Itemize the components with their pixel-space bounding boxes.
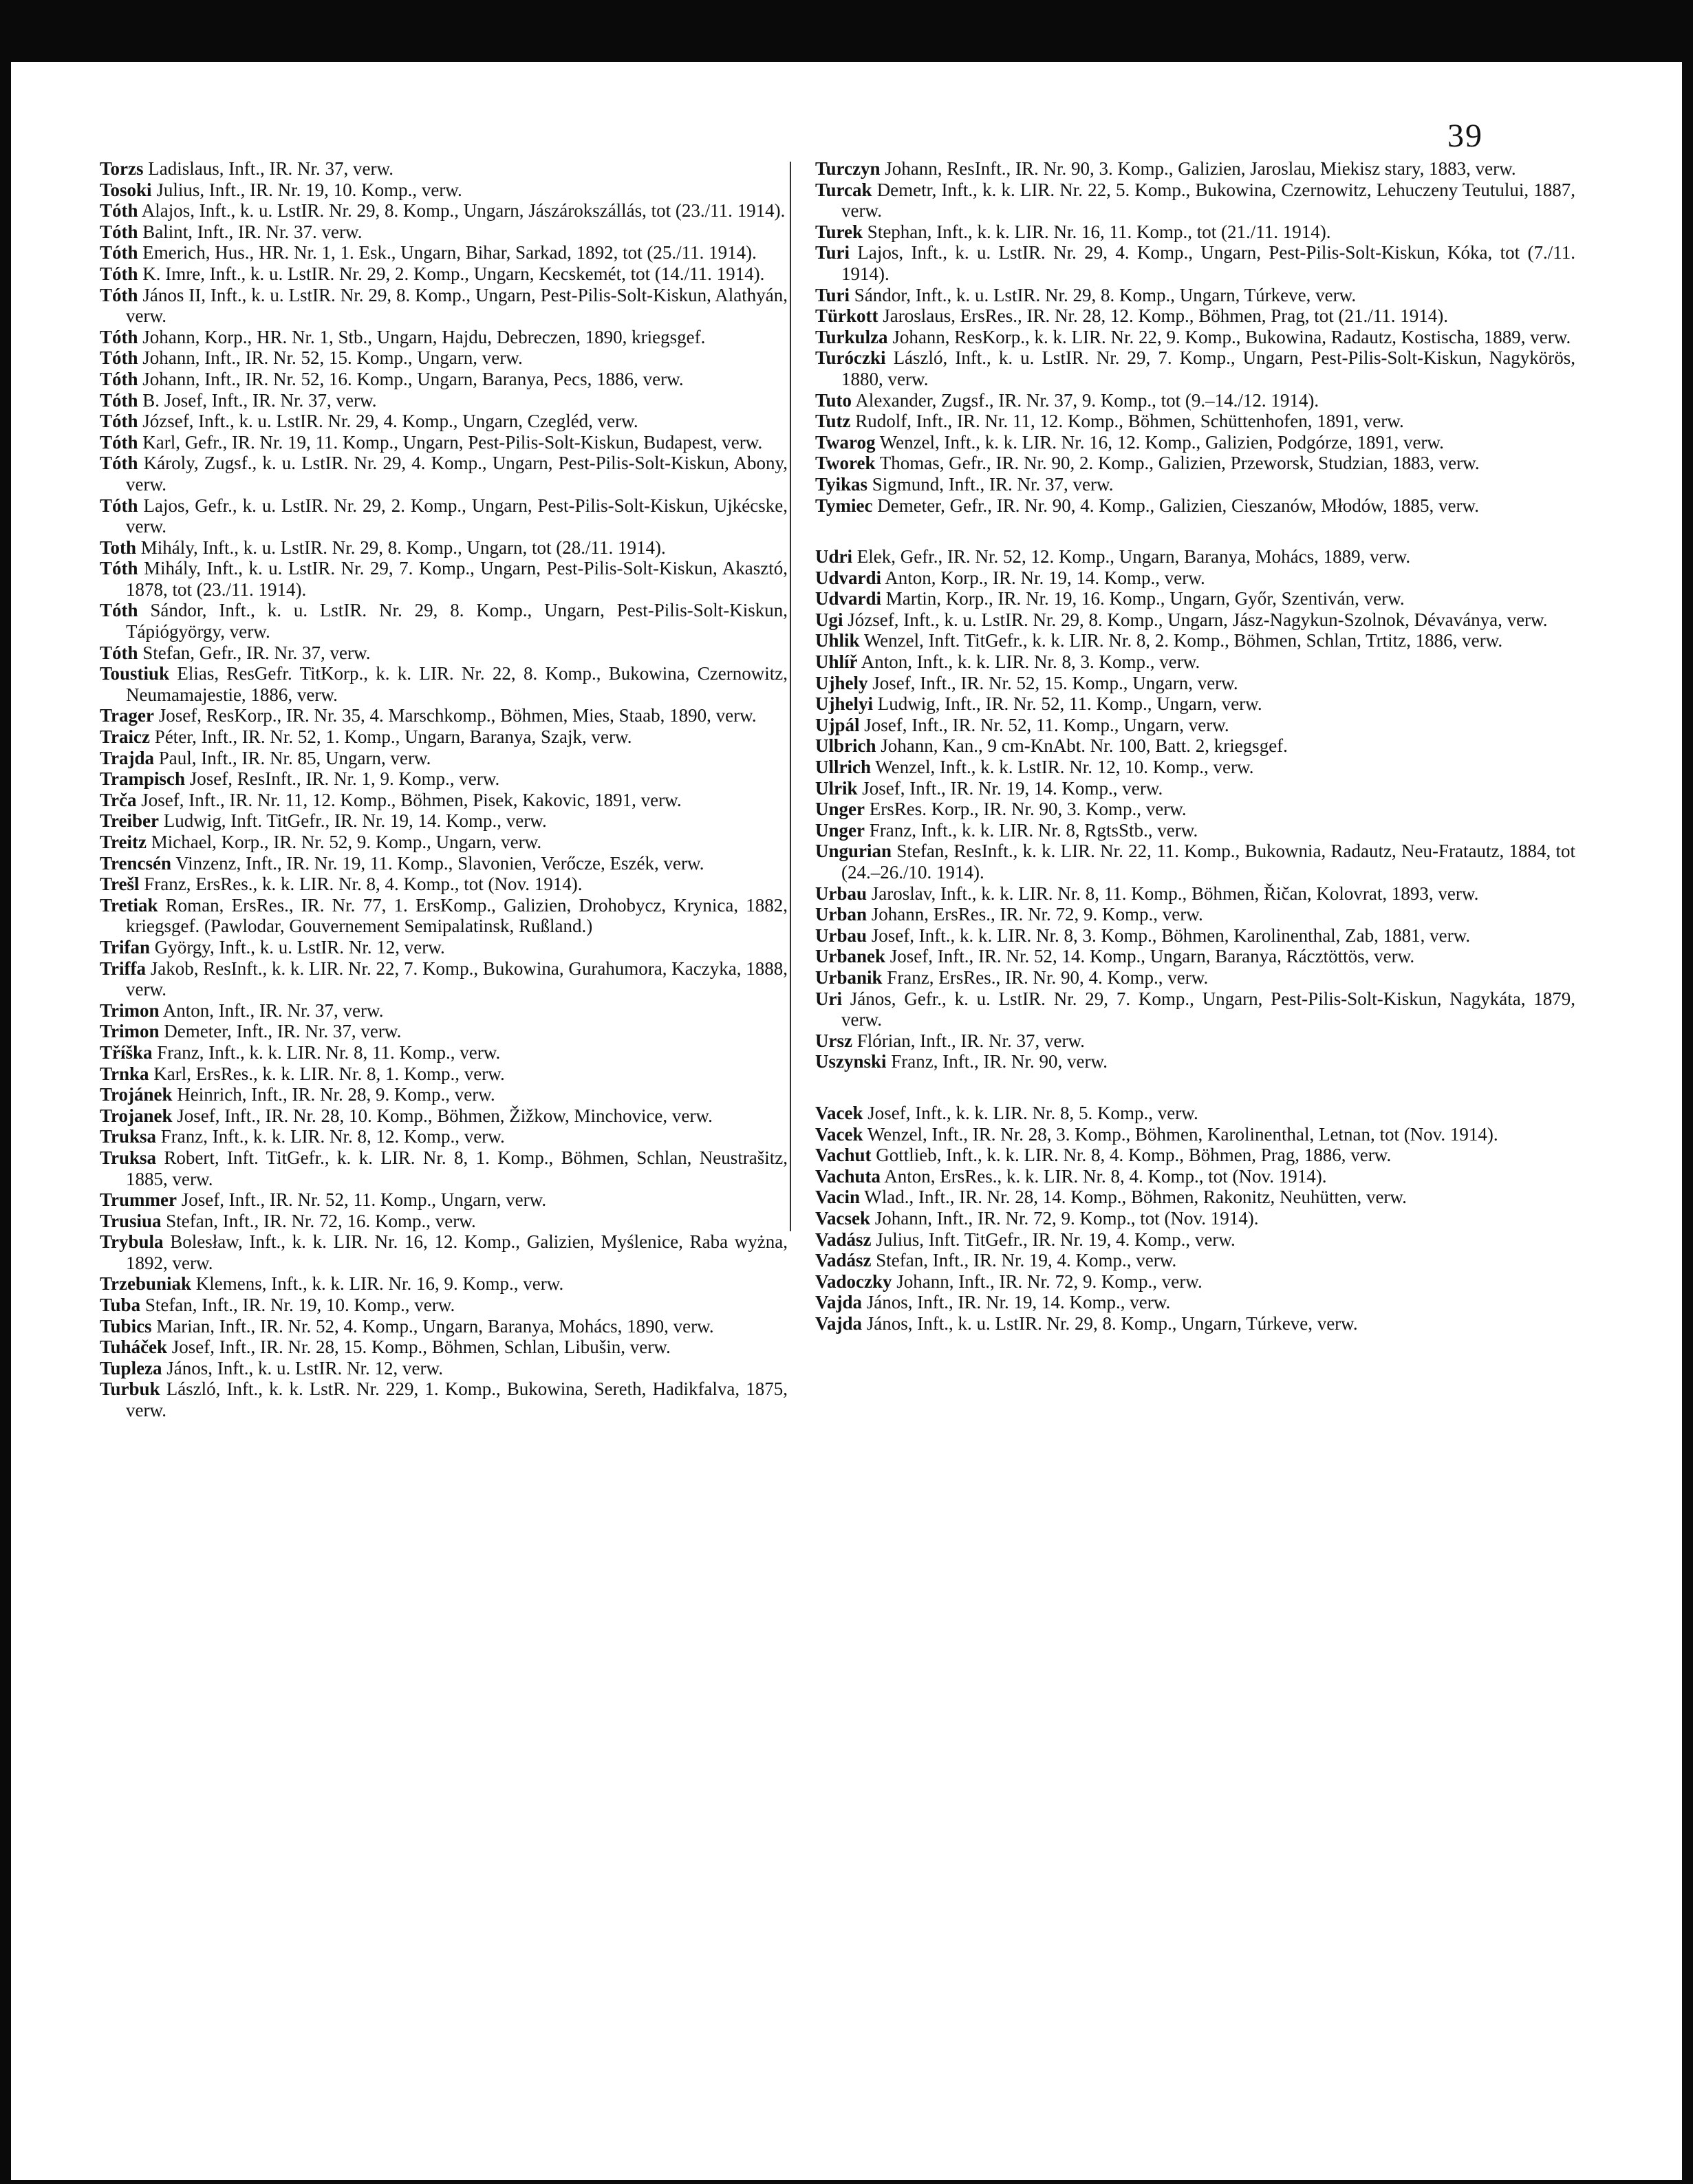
entry-details: Roman, ErsRes., IR. Nr. 77, 1. ErsKomp., Galizien, Drohobycz, Krynica, 1882, kriegsgef. (Pawlodar, Gouvernement Semipalatinsk, Rußland.) [126,894,788,937]
list-item [100,642,788,664]
entry-details: Stefan, Inft., IR. Nr. 19, 10. Komp., verw. [144,1295,455,1316]
entry-surname: Udvardi [815,588,882,609]
list-item [815,1103,1575,1124]
entry-surname: Turczyn [815,158,881,179]
list-item [100,1211,788,1232]
entry-surname: Trojanek [100,1105,173,1126]
list-item [815,453,1575,474]
entry-surname: Turcak [815,179,872,200]
entry-details: Heinrich, Inft., IR. Nr. 28, 9. Komp., verw. [177,1084,495,1105]
list-item [815,1030,1575,1052]
entry-surname: Trnka [100,1063,149,1084]
list-item [100,390,788,411]
entry-details: Stefan, Gefr., IR. Nr. 37, verw. [142,642,371,663]
list-item [100,558,788,600]
entry-details: Wenzel, Inft., k. k. LIR. Nr. 16, 12. Komp., Galizien, Podgórze, 1891, verw. [879,431,1444,453]
entry-surname: Vacin [815,1187,861,1208]
entry-surname: Vacek [815,1123,863,1145]
entry-surname: Trča [100,789,137,810]
entry-details: Wenzel, Inft., k. k. LstIR. Nr. 12, 10. Komp., verw. [875,757,1254,778]
entry-surname: Traicz [100,726,150,748]
entry-surname: Vadoczky [815,1271,892,1292]
list-item [100,663,788,705]
list-item [100,180,788,201]
entry-details: Josef, Inft., IR. Nr. 52, 15. Komp., Ungarn, verw. [872,672,1238,693]
entry-details: Johann, Inft., IR. Nr. 72, 9. Komp., tot (Nov. 1914). [874,1207,1259,1229]
list-item [100,1063,788,1085]
entry-surname: Vachut [815,1145,872,1166]
entry-details: Alajos, Inft., k. u. LstIR. Nr. 29, 8. Komp., Ungarn, Jászárokszállás, tot (23./11. 1914). [141,200,786,221]
entry-surname: Ujpál [815,714,860,735]
entry-details: Josef, Inft., IR. Nr. 52, 11. Komp., Ungarn, verw. [181,1189,547,1211]
list-item [815,799,1575,820]
entry-surname: Toth [100,537,137,558]
list-item [815,715,1575,736]
list-item [100,537,788,559]
entry-details: Julius, Inft. TitGefr., IR. Nr. 19, 4. Komp., verw. [876,1229,1236,1250]
entry-details: Jaroslaus, ErsRes., IR. Nr. 28, 12. Komp., Böhmen, Prag, tot (21./11. 1914). [883,305,1448,327]
list-item [100,1147,788,1189]
entry-details: János, Inft., k. u. LstIR. Nr. 12, verw. [166,1357,444,1378]
entry-surname: Tóth [100,411,138,432]
list-item [815,841,1575,883]
list-item [815,904,1575,925]
list-item [100,158,788,180]
list-item [815,158,1575,180]
list-item [100,705,788,726]
entry-surname: Trummer [100,1189,177,1211]
list-item [100,1084,788,1105]
list-item [815,285,1575,306]
entry-surname: Tóth [100,495,138,516]
list-item [100,432,788,453]
entry-details: Johann, Inft., IR. Nr. 72, 9. Komp., verw. [896,1271,1203,1292]
entry-surname: Tyikas [815,473,868,495]
entry-details: Josef, Inft., IR. Nr. 52, 11. Komp., Ungarn, verw. [864,714,1229,735]
entry-surname: Ursz [815,1030,852,1051]
list-item [100,1105,788,1127]
list-item [815,1292,1575,1313]
list-item [100,263,788,285]
entry-details: Wlad., Inft., IR. Nr. 28, 14. Komp., Böhmen, Rakonitz, Neuhütten, verw. [864,1187,1407,1208]
entry-surname: Ulrik [815,777,858,799]
entry-surname: Udvardi [815,567,882,588]
entry-surname: Tóth [100,347,138,369]
entry-surname: Treiber [100,810,159,832]
list-item [815,988,1575,1030]
list-item [815,495,1575,517]
list-item [815,588,1575,609]
list-item [100,495,788,537]
entry-surname: Ullrich [815,757,871,778]
entry-details: Stefan, Inft., IR. Nr. 19, 4. Komp., verw. [876,1250,1177,1271]
list-item [815,1124,1575,1145]
entry-details: Ludwig, Inft. TitGefr., IR. Nr. 19, 14. Komp., verw. [163,810,547,832]
list-item [100,726,788,748]
entry-details: Demetr, Inft., k. k. LIR. Nr. 22, 5. Komp., Bukowina, Czernowitz, Lehuczeny Teutului, 1887, verw. [841,179,1576,221]
list-item [100,853,788,874]
entry-details: János, Inft., IR. Nr. 19, 14. Komp., verw. [866,1292,1171,1313]
entry-details: Julius, Inft., IR. Nr. 19, 10. Komp., verw. [156,179,462,200]
entry-surname: Trencsén [100,852,171,874]
scan-border-bottom [0,2180,1693,2184]
entry-details: Stephan, Inft., k. k. LIR. Nr. 16, 11. Komp., tot (21./11. 1914). [867,221,1331,242]
entry-details: János II, Inft., k. u. LstIR. Nr. 29, 8. Komp., Ungarn, Pest-Pilis-Solt-Kiskun, Alathyán, verw. [126,284,788,327]
entry-surname: Tóth [100,431,138,453]
entry-surname: Urbau [815,883,867,904]
entry-surname: Trajda [100,747,154,768]
entry-surname: Trzebuniak [100,1273,192,1295]
list-item [815,305,1575,327]
list-item [815,693,1575,715]
entry-details: Mihály, Inft., k. u. LstIR. Nr. 29, 7. Komp., Ungarn, Pest-Pilis-Solt-Kiskun, Akasztó, 1878, tot (23./11. 1914). [126,558,788,600]
list-item [100,790,788,811]
list-item [100,958,788,1000]
column-divider [790,162,791,1231]
entry-details: Franz, ErsRes., IR. Nr. 90, 4. Komp., verw. [887,966,1209,988]
entry-surname: Vadász [815,1229,872,1250]
list-item [815,567,1575,589]
entry-surname: Uhlíř [815,651,858,673]
entry-surname: Truksa [100,1147,157,1168]
list-item [815,925,1575,947]
entry-surname: Trager [100,705,154,726]
entry-details: Jakob, ResInft., k. k. LIR. Nr. 22, 7. Komp., Bukowina, Gurahumora, Kaczyka, 1888, verw. [126,958,788,1000]
scan-border-left [0,0,11,2184]
entry-surname: Tutz [815,411,851,432]
entry-details: János, Gefr., k. u. LstIR. Nr. 29, 7. Komp., Ungarn, Pest-Pilis-Solt-Kiskun, Nagykáta, 1879, verw. [841,988,1576,1030]
entry-details: Rudolf, Inft., IR. Nr. 11, 12. Komp., Böhmen, Schüttenhofen, 1891, verw. [855,411,1404,432]
list-item [815,242,1575,284]
entry-details: Ladislaus, Inft., IR. Nr. 37, verw. [148,158,393,179]
entry-surname: Tworek [815,453,876,474]
entry-surname: Urban [815,904,867,925]
entry-details: K. Imre, Inft., k. u. LstIR. Nr. 29, 2. Komp., Ungarn, Kecskemét, tot (14./11. 1914). [142,263,765,284]
entry-surname: Tuto [815,389,852,411]
entry-details: Josef, Inft., IR. Nr. 52, 14. Komp., Ungarn, Baranya, Rácztöttös, verw. [889,946,1415,967]
entry-surname: Tymiec [815,495,873,516]
entry-surname: Tóth [100,284,138,305]
entry-details: Josef, Inft., IR. Nr. 19, 14. Komp., verw. [862,777,1163,799]
entry-details: ErsRes. Korp., IR. Nr. 90, 3. Komp., verw. [869,799,1187,820]
list-item [815,546,1575,567]
entry-surname: Tóth [100,600,138,621]
entry-details: Klemens, Inft., k. k. LIR. Nr. 16, 9. Komp., verw. [195,1273,564,1295]
list-item [815,347,1575,389]
list-item [815,327,1575,348]
entry-surname: Urbau [815,925,867,946]
entry-surname: Turi [815,284,850,305]
list-item [100,810,788,832]
entry-surname: Urbanik [815,966,883,988]
list-item [100,1000,788,1021]
entry-surname: Tretiak [100,894,158,916]
entry-surname: Uhlik [815,630,860,651]
entry-details: Johann, Inft., IR. Nr. 52, 15. Komp., Ungarn, verw. [142,347,523,369]
list-item [100,1231,788,1273]
list-item [815,432,1575,453]
list-item [100,1126,788,1147]
list-item [815,1313,1575,1334]
list-item [815,883,1575,905]
entry-surname: Tóth [100,389,138,411]
entry-details: Anton, Korp., IR. Nr. 19, 14. Komp., verw. [885,567,1205,588]
entry-surname: Urbanek [815,946,886,967]
entry-details: Vinzenz, Inft., IR. Nr. 19, 11. Komp., Slavonien, Verőcze, Eszék, verw. [175,852,704,874]
entry-details: Ludwig, Inft., IR. Nr. 52, 11. Komp., Ungarn, verw. [877,693,1262,715]
list-item [100,327,788,348]
list-item [100,221,788,243]
entry-details: Martin, Korp., IR. Nr. 19, 16. Komp., Ungarn, Győr, Szentiván, verw. [885,588,1405,609]
entry-surname: Tuba [100,1295,141,1316]
list-item [100,369,788,390]
entry-surname: Trybula [100,1231,164,1253]
entry-details: Franz, ErsRes., k. k. LIR. Nr. 8, 4. Komp., tot (Nov. 1914). [144,874,583,895]
entry-surname: Tóth [100,326,138,347]
left-column [100,158,788,1421]
entry-surname: Uszynski [815,1051,887,1072]
entry-surname: Unger [815,799,865,820]
entry-details: György, Inft., k. u. LstIR. Nr. 12, verw. [154,936,445,958]
entry-details: Flórian, Inft., IR. Nr. 37, verw. [856,1030,1085,1051]
entry-surname: Turkulza [815,326,888,347]
entry-details: Franz, Inft., k. k. LIR. Nr. 8, 12. Komp., verw. [160,1126,505,1147]
page-number: 39 [1447,118,1483,154]
entry-surname: Tóth [100,242,138,263]
list-item [815,651,1575,673]
entry-details: Stefan, Inft., IR. Nr. 72, 16. Komp., verw. [166,1210,476,1231]
list-item [100,1189,788,1211]
entry-surname: Trimon [100,1021,160,1042]
entry-details: Johann, Inft., IR. Nr. 52, 16. Komp., Ungarn, Baranya, Pecs, 1886, verw. [142,368,684,389]
entry-surname: Tóth [100,558,138,579]
entry-details: Johann, ResKorp., k. k. LIR. Nr. 22, 9. Komp., Bukowina, Radautz, Kostischa, 1889, verw. [892,326,1571,347]
entry-details: Mihály, Inft., k. u. LstIR. Nr. 29, 8. Komp., Ungarn, tot (28./11. 1914). [140,537,666,558]
list-item [815,735,1575,757]
entry-surname: Truksa [100,1126,157,1147]
entry-details: Lajos, Inft., k. u. LstIR. Nr. 29, 4. Komp., Ungarn, Pest-Pilis-Solt-Kiskun, Kóka, tot (7./11. 1914). [841,242,1575,284]
entry-surname: Twarog [815,431,876,453]
list-item [100,285,788,327]
list-item [815,820,1575,841]
entry-details: Robert, Inft. TitGefr., k. k. LIR. Nr. 8, 1. Komp., Böhmen, Schlan, Neustrašitz, 1885, verw. [126,1147,788,1189]
entry-surname: Tosoki [100,179,152,200]
list-item [815,1145,1575,1166]
entry-surname: Ulbrich [815,735,876,757]
entry-surname: Tóth [100,453,138,474]
list-item [815,1208,1575,1229]
entry-surname: Trimon [100,999,160,1021]
entry-details: Sándor, Inft., k. u. LstIR. Nr. 29, 8. Komp., Ungarn, Pest-Pilis-Solt-Kiskun, Tápiógyörgy, verw. [126,600,788,642]
list-item [815,180,1575,221]
entry-details: Marian, Inft., IR. Nr. 52, 4. Komp., Ungarn, Baranya, Mohács, 1890, verw. [156,1315,714,1337]
entry-details: Károly, Zugsf., k. u. LstIR. Nr. 29, 4. Komp., Ungarn, Pest-Pilis-Solt-Kiskun, Abony, verw. [126,453,788,495]
list-item [100,600,788,642]
entry-surname: Trampisch [100,768,186,790]
list-item [815,390,1575,411]
entry-details: József, Inft., k. u. LstIR. Nr. 29, 8. Komp., Ungarn, Jász-Nagykun-Szolnok, Dévaványa, verw. [848,609,1548,630]
list-item [100,1358,788,1379]
entry-details: Wenzel, Inft., IR. Nr. 28, 3. Komp., Böhmen, Karolinenthal, Letnan, tot (Nov. 1914). [867,1123,1498,1145]
entry-details: Sándor, Inft., k. u. LstIR. Nr. 29, 8. Komp., Ungarn, Túrkeve, verw. [854,284,1357,305]
list-item [815,1229,1575,1251]
entry-details: Johann, ErsRes., IR. Nr. 72, 9. Komp., verw. [871,904,1203,925]
list-item [100,768,788,790]
list-item [815,411,1575,432]
entry-details: Jaroslav, Inft., k. k. LIR. Nr. 8, 11. Komp., Böhmen, Řičan, Kolovrat, 1893, verw. [871,883,1479,904]
list-item [100,1273,788,1295]
entry-details: Josef, ResInft., IR. Nr. 1, 9. Komp., verw. [189,768,500,790]
entry-details: Balint, Inft., IR. Nr. 37. verw. [142,221,363,242]
entry-surname: Turóczki [815,347,886,369]
scan-border-top [0,0,1693,62]
entry-surname: Ugi [815,609,843,630]
list-item [815,1051,1575,1072]
entry-details: Josef, ResKorp., IR. Nr. 35, 4. Marschkomp., Böhmen, Mies, Staab, 1890, verw. [158,705,757,726]
entry-surname: Tubics [100,1315,152,1337]
list-item [100,1337,788,1358]
entry-surname: Vajda [815,1292,863,1313]
list-item [100,411,788,432]
entry-details: Josef, Inft., k. k. LIR. Nr. 8, 5. Komp., verw. [867,1102,1198,1123]
entry-details: Michael, Korp., IR. Nr. 52, 9. Komp., Ungarn, verw. [151,832,542,852]
entry-surname: Trešl [100,874,140,895]
entry-surname: Tóth [100,263,138,284]
entry-surname: Turi [815,242,850,263]
list-item [815,1166,1575,1187]
entry-surname: Unger [815,819,865,841]
entry-details: Demeter, Inft., IR. Nr. 37, verw. [164,1021,402,1042]
entry-details: Bolesław, Inft., k. k. LIR. Nr. 16, 12. Komp., Galizien, Myślenice, Raba wyżna, 1892, verw. [126,1231,788,1273]
entry-surname: Türkott [815,305,878,327]
entry-details: Karl, Gefr., IR. Nr. 19, 11. Komp., Ungarn, Pest-Pilis-Solt-Kiskun, Budapest, verw. [142,431,763,453]
entry-surname: Vachuta [815,1165,881,1187]
entry-surname: Udri [815,546,852,567]
entry-details: Johann, ResInft., IR. Nr. 90, 3. Komp., Galizien, Jaroslau, Miekisz stary, 1883, verw. [885,158,1516,179]
entry-surname: Treitz [100,832,147,852]
entry-details: Josef, Inft., IR. Nr. 28, 10. Komp., Böhmen, Žižkow, Minchovice, verw. [177,1105,713,1126]
entry-details: Karl, ErsRes., k. k. LIR. Nr. 8, 1. Komp., verw. [153,1063,505,1084]
entry-surname: Turek [815,221,863,242]
entry-details: Josef, Inft., IR. Nr. 11, 12. Komp., Böhmen, Pisek, Kakovic, 1891, verw. [141,789,682,810]
entry-details: Josef, Inft., IR. Nr. 28, 15. Komp., Böhmen, Schlan, Libušin, verw. [171,1337,671,1358]
list-item [815,221,1575,243]
list-item [100,1021,788,1042]
entry-details: László, Inft., k. u. LstIR. Nr. 29, 7. Komp., Ungarn, Pest-Pilis-Solt-Kiskun, Nagykörös, 1880, verw. [841,347,1575,389]
entry-details: Anton, Inft., k. k. LIR. Nr. 8, 3. Komp., verw. [861,651,1200,673]
entry-surname: Triffa [100,958,146,979]
entry-details: Gottlieb, Inft., k. k. LIR. Nr. 8, 4. Komp., Böhmen, Prag, 1886, verw. [876,1145,1392,1166]
scan-border-right [1682,0,1693,2184]
list-item [100,937,788,958]
entry-surname: Tóth [100,221,138,242]
entry-details: Franz, Inft., k. k. LIR. Nr. 8, 11. Komp., verw. [157,1041,501,1063]
list-item [100,748,788,769]
entry-surname: Uri [815,988,842,1009]
entry-surname: Ujhely [815,672,868,693]
list-item [100,832,788,853]
entry-details: Anton, Inft., IR. Nr. 37, verw. [162,999,384,1021]
list-item [100,242,788,263]
list-item [100,453,788,495]
list-item [100,874,788,895]
list-item [815,1187,1575,1208]
entry-surname: Toustiuk [100,663,170,684]
list-item [815,946,1575,967]
entry-details: Stefan, ResInft., k. k. LIR. Nr. 22, 11. Komp., Bukownia, Radautz, Neu-Fratautz, 1884, tot (24.–26./10. 1914). [841,841,1575,883]
entry-surname: Vajda [815,1312,863,1334]
list-item [815,1271,1575,1293]
list-item [100,1316,788,1337]
list-item [100,895,788,937]
list-item [100,347,788,369]
entry-details: Alexander, Zugsf., IR. Nr. 37, 9. Komp., tot (9.–14./12. 1914). [855,389,1319,411]
list-item [815,1250,1575,1271]
entry-details: Thomas, Gefr., IR. Nr. 90, 2. Komp., Galizien, Przeworsk, Studzian, 1883, verw. [879,453,1480,474]
entry-surname: Tóth [100,368,138,389]
entry-details: Franz, Inft., IR. Nr. 90, verw. [891,1051,1108,1072]
entry-surname: Vacsek [815,1207,871,1229]
entry-surname: Trojánek [100,1084,173,1105]
entry-details: Franz, Inft., k. k. LIR. Nr. 8, RgtsStb., verw. [869,819,1198,841]
entry-surname: Vadász [815,1250,872,1271]
list-item [815,474,1575,495]
entry-details: Wenzel, Inft. TitGefr., k. k. LIR. Nr. 8, 2. Komp., Böhmen, Schlan, Trtitz, 1886, verw. [863,630,1503,651]
entry-surname: Vacek [815,1102,863,1123]
entry-details: Anton, ErsRes., k. k. LIR. Nr. 8, 4. Komp., tot (Nov. 1914). [884,1165,1327,1187]
entry-surname: Ujhelyi [815,693,873,715]
entry-surname: Torzs [100,158,144,179]
list-item [100,1378,788,1420]
entry-details: Emerich, Hus., HR. Nr. 1, 1. Esk., Ungarn, Bihar, Sarkad, 1892, tot (25./11. 1914). [142,242,757,263]
list-item [815,630,1575,651]
entry-details: László, Inft., k. k. LstR. Nr. 229, 1. Komp., Bukowina, Sereth, Hadikfalva, 1875, verw. [126,1378,788,1421]
list-item [815,673,1575,694]
entry-details: József, Inft., k. u. LstIR. Nr. 29, 4. Komp., Ungarn, Czegléd, verw. [142,411,638,432]
entry-details: János, Inft., k. u. LstIR. Nr. 29, 8. Komp., Ungarn, Túrkeve, verw. [866,1312,1358,1334]
entry-details: Lajos, Gefr., k. u. LstIR. Nr. 29, 2. Komp., Ungarn, Pest-Pilis-Solt-Kiskun, Ujkécske, verw. [126,495,788,537]
list-item [100,200,788,221]
entry-surname: Tuháček [100,1337,168,1358]
entry-details: Elek, Gefr., IR. Nr. 52, 12. Komp., Ungarn, Baranya, Mohács, 1889, verw. [856,546,1411,567]
entry-surname: Trifan [100,936,150,958]
list-item [815,778,1575,799]
entry-details: Demeter, Gefr., IR. Nr. 90, 4. Komp., Galizien, Cieszanów, Młodów, 1885, verw. [877,495,1479,516]
list-item [815,757,1575,778]
entry-surname: Turbuk [100,1378,160,1400]
entry-surname: Tóth [100,200,138,221]
entry-surname: Tupleza [100,1357,162,1378]
entry-details: Josef, Inft., k. k. LIR. Nr. 8, 3. Komp., Böhmen, Karolinenthal, Zab, 1881, verw. [871,925,1471,946]
entry-details: B. Josef, Inft., IR. Nr. 37, verw. [142,389,377,411]
entry-details: Johann, Kan., 9 cm-KnAbt. Nr. 100, Batt. 2, kriegsgef. [881,735,1288,757]
entry-details: Paul, Inft., IR. Nr. 85, Ungarn, verw. [158,747,431,768]
list-item [100,1295,788,1316]
list-item [815,967,1575,988]
entry-surname: Tříška [100,1041,153,1063]
entry-details: Péter, Inft., IR. Nr. 52, 1. Komp., Ungarn, Baranya, Szajk, verw. [154,726,632,748]
entry-details: Elias, ResGefr. TitKorp., k. k. LIR. Nr. 22, 8. Komp., Bukowina, Czernowitz, Neumamajestie, 1886, verw. [126,663,788,705]
entry-surname: Tóth [100,642,138,663]
entry-surname: Trusiua [100,1210,162,1231]
entry-surname: Ungurian [815,841,892,862]
right-column [815,158,1575,1334]
entry-details: Johann, Korp., HR. Nr. 1, Stb., Ungarn, Hajdu, Debreczen, 1890, kriegsgef. [142,326,706,347]
entry-details: Sigmund, Inft., IR. Nr. 37, verw. [872,473,1114,495]
list-item [815,609,1575,631]
list-item [100,1042,788,1063]
